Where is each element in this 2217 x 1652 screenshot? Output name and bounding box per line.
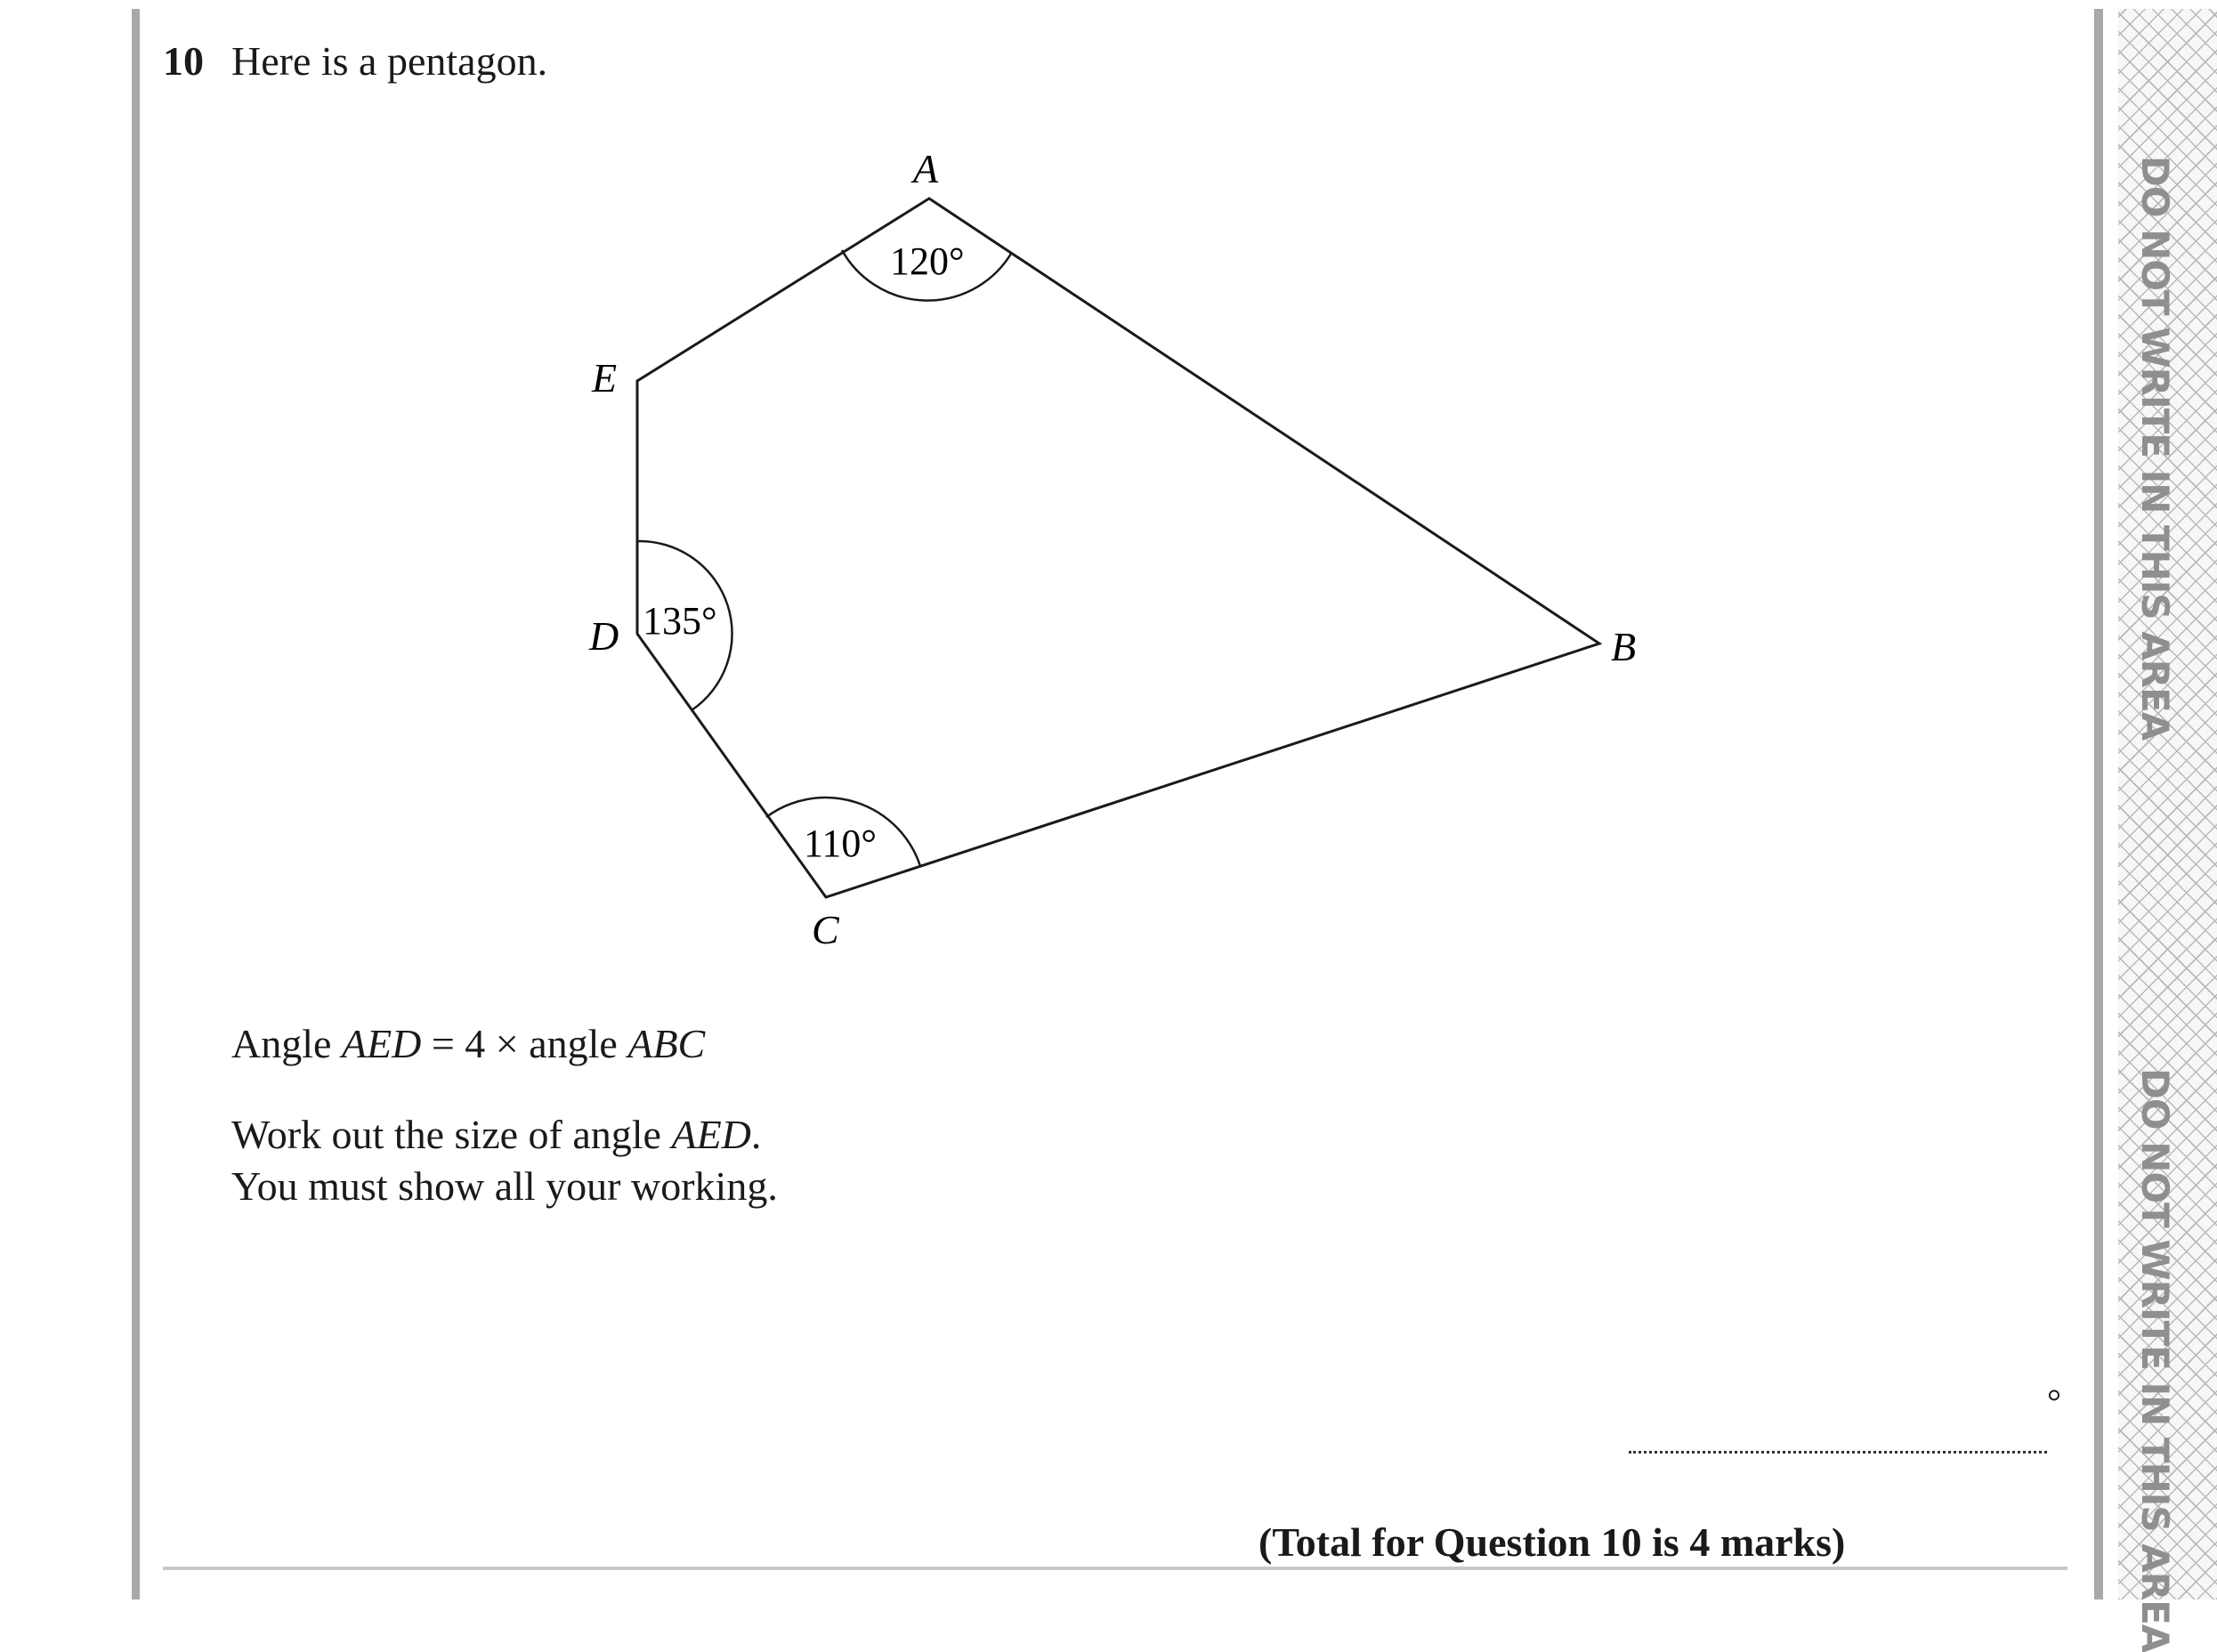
vertex-label-c: C: [812, 907, 839, 952]
answer-line[interactable]: [1629, 1451, 2047, 1454]
angle-label-a: 120°: [890, 239, 965, 283]
angle-relation: [231, 1021, 706, 1066]
question-intro: Here is a pentagon.: [231, 38, 548, 84]
angle-label-c: 110°: [804, 822, 877, 865]
angle-label-d: 135°: [643, 599, 717, 643]
vertex-label-d: D: [589, 613, 619, 659]
question-total-marks: (Total for Question 10 is 4 marks): [1258, 1519, 1846, 1565]
task-instruction: [231, 1114, 761, 1155]
answer-degree-symbol: °: [2047, 1381, 2061, 1421]
task-suffix: .: [750, 1112, 762, 1157]
vertex-label-e: E: [592, 355, 618, 401]
vertex-label-b: B: [1611, 624, 1637, 669]
vertex-label-a: A: [913, 146, 939, 191]
question-number: 10: [163, 38, 204, 84]
relation-prefix: Angle: [231, 1021, 342, 1066]
task-prefix: Work out the size of angle: [231, 1112, 672, 1157]
bottom-rule: [163, 1567, 2067, 1570]
working-instruction: You must show all your working.: [231, 1163, 778, 1209]
margin-notice-top: DO NOT WRITE IN THIS AREA: [2133, 156, 2177, 741]
relation-middle: = 4 × angle: [421, 1021, 628, 1066]
relation-angle-aed: AED: [341, 1021, 422, 1066]
margin-notice-bottom: DO NOT WRITE IN THIS AREA: [2133, 1068, 2177, 1652]
task-angle-aed: AED: [671, 1112, 751, 1157]
pentagon-shape: [637, 198, 1599, 897]
relation-angle-abc: ABC: [627, 1021, 706, 1066]
